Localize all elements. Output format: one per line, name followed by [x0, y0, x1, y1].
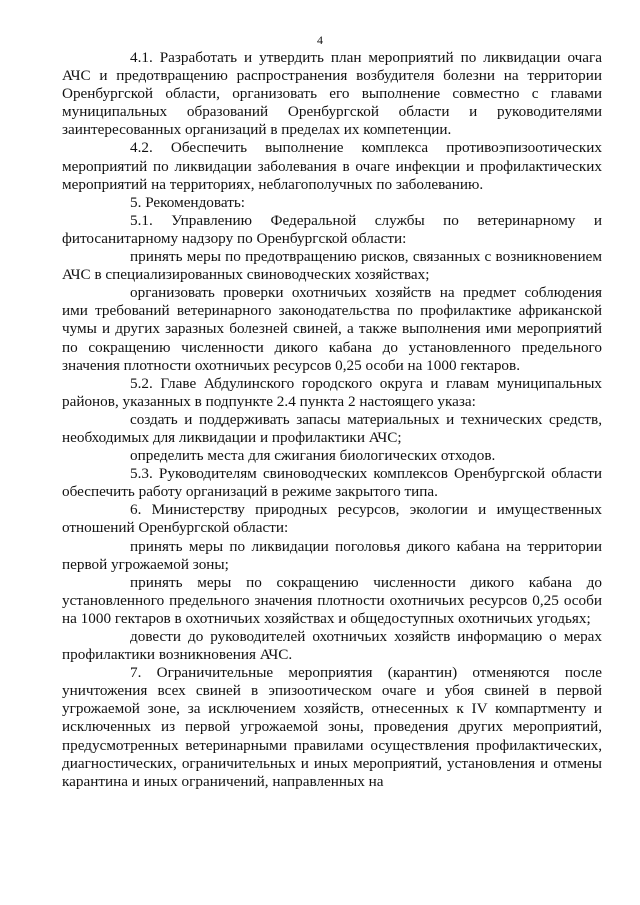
paragraph-6-item-1: принять меры по ликвидации поголовья дикого кабана на территории первой угрожаемой зоны; — [62, 537, 602, 573]
document-body — [62, 49, 602, 791]
paragraph-6-item-2: принять меры по сокращению численности дикого кабана до установленного предельного значения плотности охотничьих ресурсов 0,25 особи на 1000 гектаров в охотничьих хозяйствах и общедоступных охотничьих угодьях; — [62, 573, 602, 627]
paragraph-5: 5. Рекомендовать: — [130, 193, 245, 211]
paragraph-5-1-item-2: организовать проверки охотничьих хозяйств на предмет соблюдения ими требований ветеринарного законодательства по профилактике африканской чумы и других заразных болезней свиней, а также выполнения ими мероприятий по сокращению численности дикого кабана до установленного предельного значения плотности охотничьих ресурсов 0,25 особи на 1000 гектаров. — [62, 284, 602, 374]
paragraph-6-item-3: довести до руководителей охотничьих хозяйств информацию о мерах профилактики возникновения АЧС. — [62, 628, 602, 664]
paragraph-7: 7. Ограничительные мероприятия (карантин) отменяются после уничтожения всех свиней в эпизоотическом очаге и убоя свиней в первой угрожаемой зоне, за исключением хозяйств, отнесенных к IV компартменту и исключенных из первой угрожаемой зоны, проведения других мероприятий, предусмотренных ветеринарными правилами осуществления профилактических, диагностических, ограничительных и иных мероприятий, установления и отмены карантина и иных ограничений, направленных на — [62, 664, 602, 790]
paragraph-4-2: 4.2. Обеспечить выполнение комплекса противоэпизоотических мероприятий по ликвидации заболевания в очаге инфекции и профилактических мероприятий на территориях, неблагополучных по заболеванию. — [62, 139, 602, 193]
paragraph-5-1-item-1: принять меры по предотвращению рисков, связанных с возникновением АЧС в специализированных свиноводческих хозяйствах; — [62, 248, 602, 284]
page-number: 4 — [317, 33, 323, 47]
paragraph-4-1: 4.1. Разработать и утвердить план мероприятий по ликвидации очага АЧС и предотвращению распространения возбудителя болезни на территории Оренбургской области, организовать его выполнение совместно с главами муниципальных образований Оренбургской области и руководителями заинтересованных организаций в пределах их компетенции. — [62, 49, 602, 139]
paragraph-5-2: 5.2. Главе Абдулинского городского округа и главам муниципальных районов, указанных в подпункте 2.4 пункта 2 настоящего указа: — [62, 374, 602, 410]
paragraph-5-3: 5.3. Руководителям свиноводческих комплексов Оренбургской области обеспечить работу организаций в режиме закрытого типа. — [62, 465, 602, 501]
paragraph-5-2-item-1: создать и поддерживать запасы материальных и технических средств, необходимых для ликвидации и профилактики АЧС; — [62, 410, 602, 446]
paragraph-5-2-item-2: определить места для сжигания биологических отходов. — [130, 447, 496, 465]
paragraph-6: 6. Министерству природных ресурсов, экологии и имущественных отношений Оренбургской области: — [62, 501, 602, 537]
paragraph-5-1: 5.1. Управлению Федеральной службы по ветеринарному и фитосанитарному надзору по Оренбургской области: — [62, 211, 602, 247]
